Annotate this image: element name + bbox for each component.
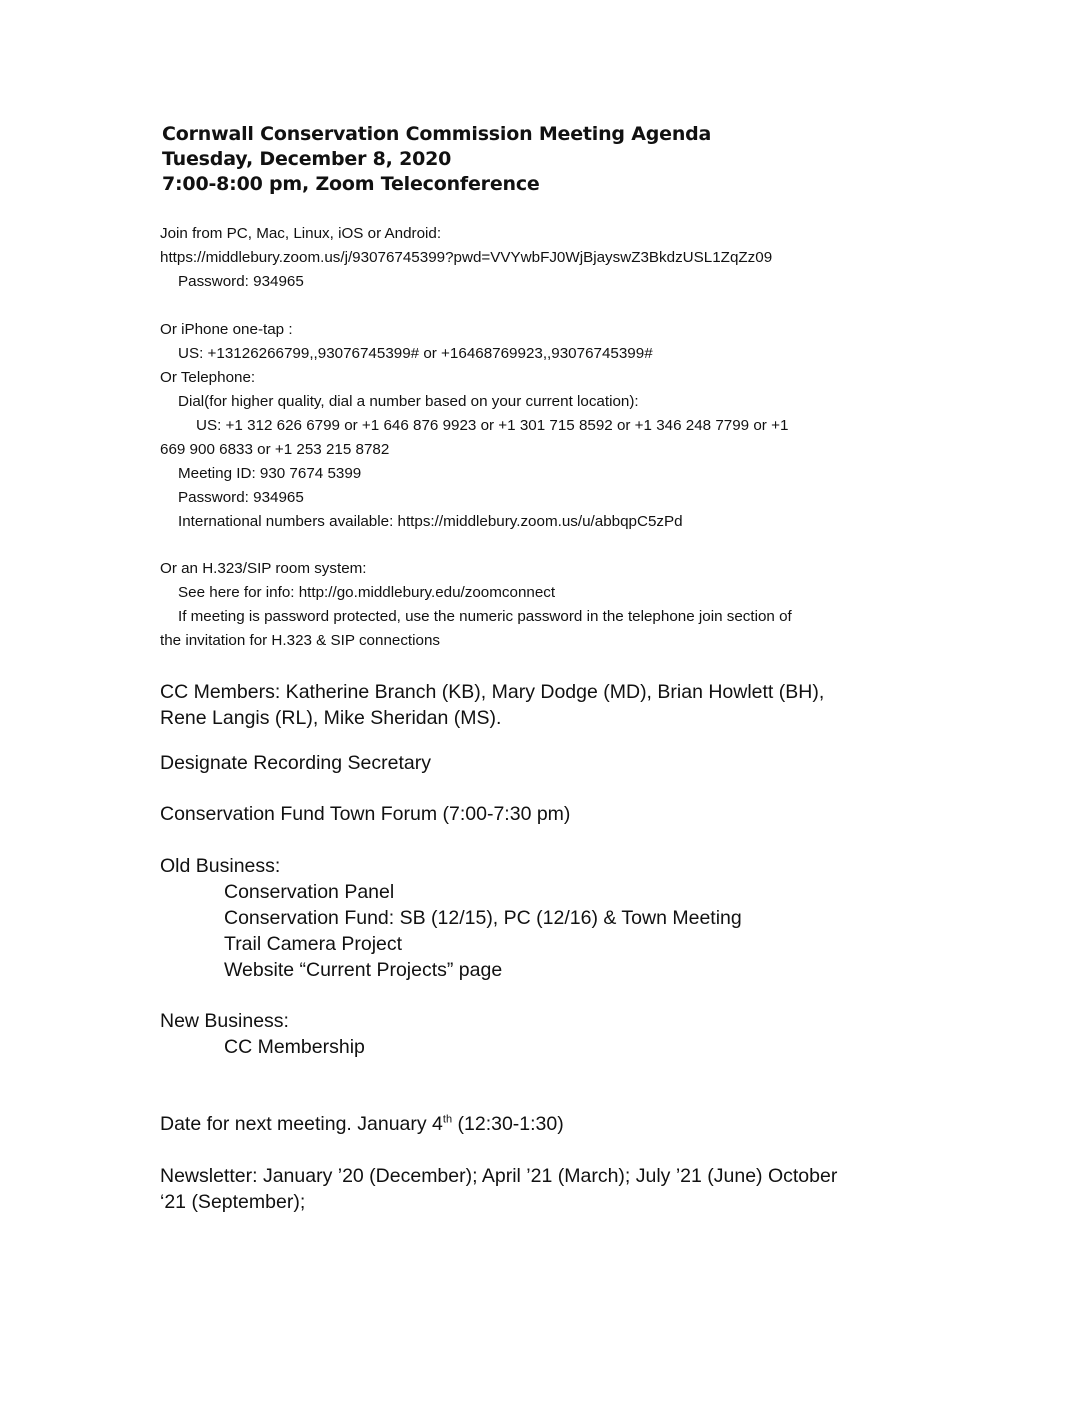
next-meeting — [160, 1111, 564, 1137]
international-numbers[interactable]: International numbers available: https://middlebury.zoom.us/u/abbqpC5zPd — [178, 513, 683, 530]
sip-note: If meeting is password protected, use the numeric password in the telephone join section of — [178, 608, 792, 625]
iphone-heading: Or iPhone one-tap : — [160, 321, 293, 338]
sip-note-cont: the invitation for H.323 & SIP connections — [160, 632, 441, 649]
list-item: Trail Camera Project — [224, 933, 403, 955]
list-item: CC Membership — [224, 1036, 365, 1058]
phone-section — [160, 318, 788, 534]
ordinal-suffix: th — [442, 1113, 453, 1126]
newsletter-line: Newsletter: January ’20 (December); April ’21 (March); July ’21 (June) October — [160, 1165, 838, 1187]
telephone-us-numbers-cont: 669 900 6833 or +1 253 215 8782 — [160, 441, 390, 458]
cc-members-line: CC Members: Katherine Branch (KB), Mary Dodge (MD), Brian Howlett (BH), — [160, 681, 825, 703]
old-business — [160, 853, 742, 983]
join-pc-section — [160, 222, 772, 294]
header-time-location: 7:00-8:00 pm, Zoom Teleconference — [162, 173, 540, 195]
meeting-id: Meeting ID: 930 7674 5399 — [178, 465, 362, 482]
join-pc-password: Password: 934965 — [178, 273, 304, 290]
newsletter-schedule — [160, 1163, 837, 1215]
list-item: Conservation Fund: SB (12/15), PC (12/16) & Town Meeting — [224, 907, 742, 929]
cc-members — [160, 679, 824, 731]
sip-heading: Or an H.323/SIP room system: — [160, 560, 367, 577]
telephone-us-numbers: US: +1 312 626 6799 or +1 646 876 9923 or +1 301 715 8592 or +1 346 248 7799 or +1 — [196, 417, 789, 434]
join-pc-url[interactable]: https://middlebury.zoom.us/j/93076745399?pwd=VVYwbFJ0WjBjayswZ3BkdzUSL1ZqZz09 — [160, 249, 773, 266]
newsletter-line: ‘21 (September); — [160, 1191, 306, 1213]
cc-members-line: Rene Langis (RL), Mike Sheridan (MS). — [160, 707, 502, 729]
iphone-numbers: US: +13126266799,,93076745399# or +16468769923,,93076745399# — [178, 345, 653, 362]
recording-secretary: Designate Recording Secretary — [160, 752, 431, 774]
join-pc-heading: Join from PC, Mac, Linux, iOS or Android: — [160, 225, 442, 242]
agenda-header — [162, 122, 711, 197]
list-item: Conservation Panel — [224, 881, 395, 903]
next-meeting-prefix: Date for next meeting. January 4 — [160, 1113, 443, 1135]
telephone-dial-note: Dial(for higher quality, dial a number based on your current location): — [178, 393, 639, 410]
list-item: Website “Current Projects” page — [224, 959, 503, 981]
header-title: Cornwall Conservation Commission Meeting Agenda — [162, 123, 712, 145]
new-business — [160, 1008, 365, 1060]
sip-info[interactable]: See here for info: http://go.middlebury.edu/zoomconnect — [178, 584, 556, 601]
telephone-heading: Or Telephone: — [160, 369, 256, 386]
new-business-heading: New Business: — [160, 1010, 289, 1032]
next-meeting-time: (12:30-1:30) — [452, 1113, 564, 1135]
telephone-password: Password: 934965 — [178, 489, 304, 506]
old-business-heading: Old Business: — [160, 855, 281, 877]
town-forum: Conservation Fund Town Forum (7:00-7:30 pm) — [160, 803, 571, 825]
sip-section — [160, 557, 792, 653]
header-date: Tuesday, December 8, 2020 — [162, 148, 452, 170]
